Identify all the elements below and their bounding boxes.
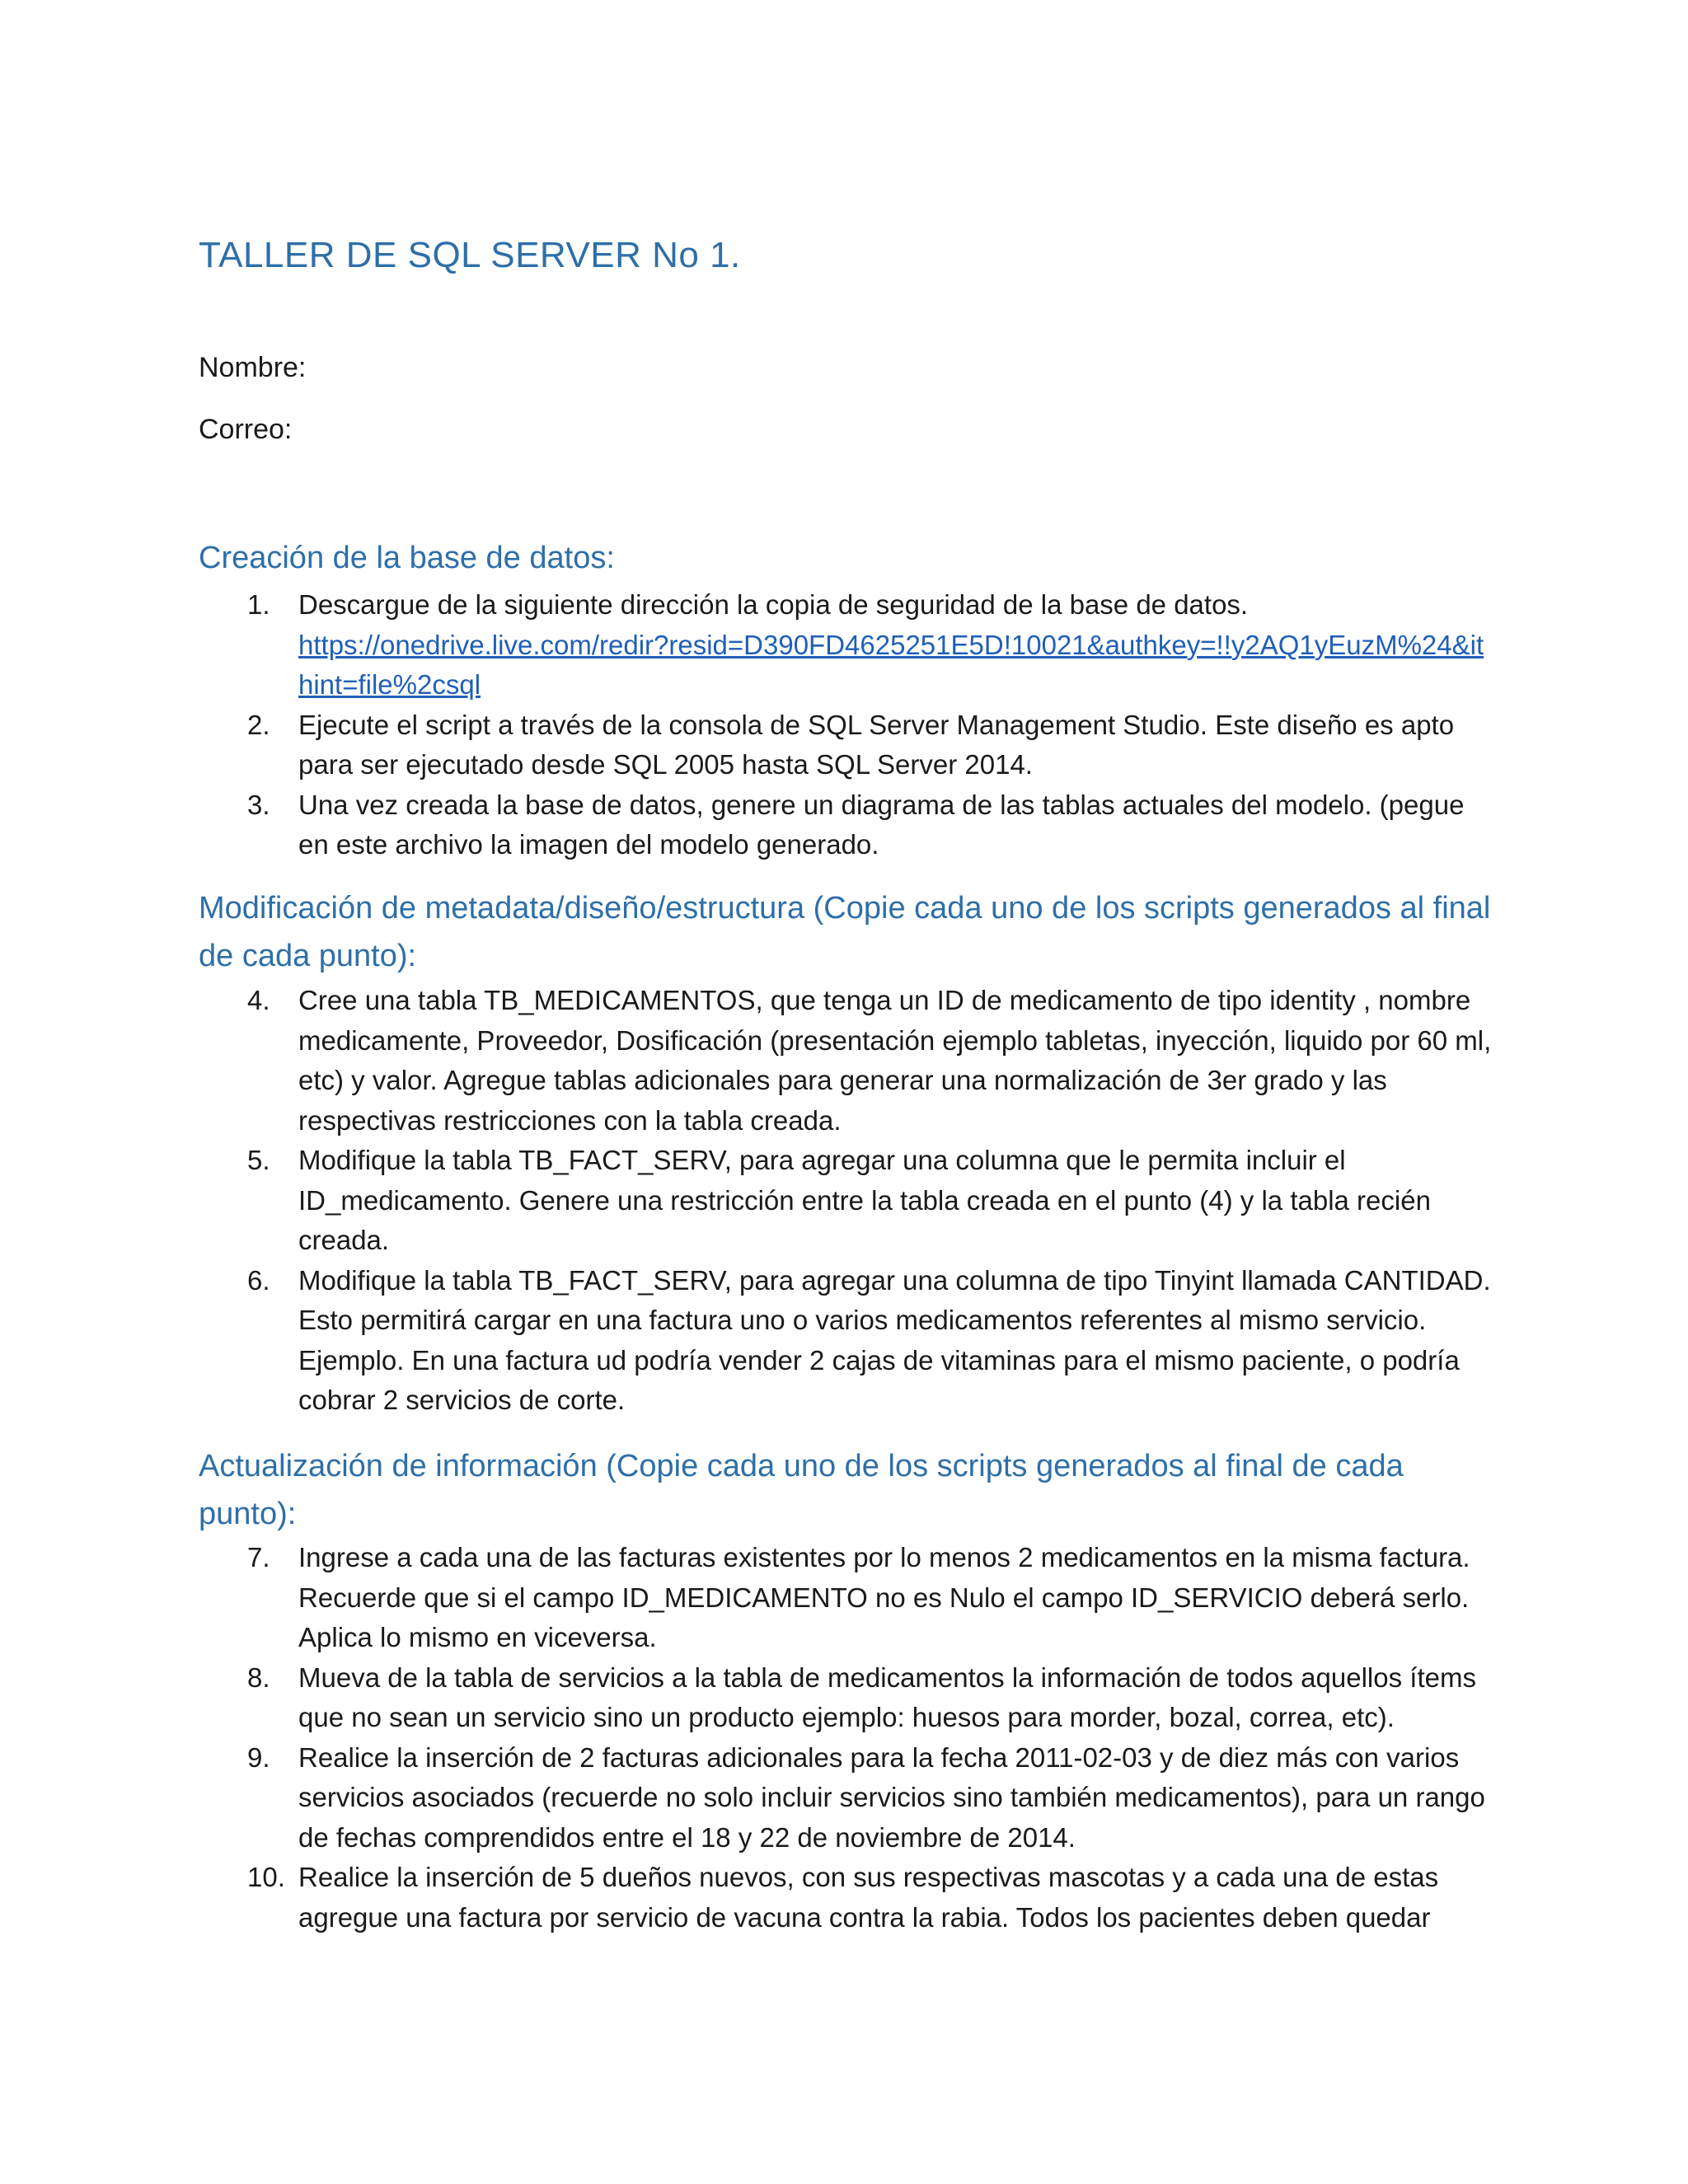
list-item — [0, 585, 1688, 705]
list-item-text: Una vez creada la base de datos, genere un diagrama de las tablas actuales del modelo. (pegue en este archivo la imagen del modelo generado. — [298, 789, 1465, 860]
numbered-list-information-update — [0, 1538, 1688, 1938]
download-link[interactable]: https://onedrive.live.com/redir?resid=D390FD4625251E5D!10021&authkey=!!y2AQ1yEuzM%24&ithint=file%2csql — [298, 629, 1484, 700]
list-item-text: Realice la inserción de 2 facturas adicionales para la fecha 2011-02-03 y de diez más con varios servicios asociados (recuerde no solo incluir servicios sino también medicamentos), para un rango de fechas comprendidos entre el 18 y 22 de noviembre de 2014. — [298, 1741, 1485, 1853]
section-heading-information-update: Actualización de información (Copie cada uno de los scripts generados al final de cada punto): — [199, 1449, 1404, 1531]
numbered-list-database-creation — [0, 585, 1688, 865]
list-item — [0, 981, 1688, 1141]
list-item — [0, 785, 1688, 865]
list-item-text: Mueva de la tabla de servicios a la tabla de medicamentos la información de todos aquellos ítems que no sean un servicio sino un producto ejemplo: huesos para morder, bozal, correa, etc). — [298, 1661, 1476, 1732]
list-item-text: Modifique la tabla TB_FACT_SERV, para agregar una columna de tipo Tinyint llamada CANTIDAD. Esto permitirá cargar en una factura uno o varios medicamentos referentes al mismo servicio. Ejemplo. En una factura ud podría vender 2 cajas de vitaminas para el mismo paciente, o podría cobrar 2 servicios de corte. — [298, 1264, 1491, 1415]
list-item — [0, 1658, 1688, 1738]
list-item-number: 9. — [247, 1741, 270, 1773]
list-item — [0, 1261, 1688, 1421]
list-item — [0, 1538, 1688, 1658]
list-item-text: Modifique la tabla TB_FACT_SERV, para agregar una columna que le permita incluir el ID_medicamento. Genere una restricción entre la tabla creada en el punto (4) y la tabla recién creada. — [298, 1145, 1431, 1255]
list-item-number: 10. — [247, 1862, 285, 1892]
list-item — [0, 1738, 1688, 1858]
list-item-text: Ejecute el script a través de la consola de SQL Server Management Studio. Este diseño es apto para ser ejecutado desde SQL 2005 hasta SQL Server 2014. — [298, 709, 1455, 780]
list-item-number: 2. — [247, 709, 270, 740]
list-item-number: 1. — [247, 589, 270, 620]
list-item-number: 6. — [247, 1264, 270, 1296]
list-item — [0, 1141, 1688, 1261]
section-heading-database-creation: Creación de la base de datos: — [199, 541, 615, 575]
list-item-text: Cree una tabla TB_MEDICAMENTOS, que tenga un ID de medicamento de tipo identity , nombre medicamente, Proveedor, Dosificación (presentación ejemplo tabletas, inyección, liquido por 60 ml, etc) y valor. Agregue tablas adicionales para generar una normalización de 3er grado y las respectivas restricciones con la tabla creada. — [298, 985, 1492, 1136]
name-label: Nombre: — [199, 352, 307, 383]
section-heading-metadata-modification: Modificación de metadata/diseño/estructura (Copie cada uno de los scripts generados al final de cada punto): — [199, 891, 1491, 973]
list-item-text: Realice la inserción de 5 dueños nuevos, con sus respectivas mascotas y a cada una de estas agregue una factura por servicio de vacuna contra la rabia. Todos los pacientes deben quedar — [298, 1862, 1439, 1933]
list-item-number: 3. — [247, 789, 270, 820]
list-item-number: 4. — [247, 985, 270, 1015]
list-item — [0, 705, 1688, 785]
list-item-number: 8. — [247, 1661, 270, 1693]
numbered-list-metadata-modification — [0, 981, 1688, 1421]
list-item-text: Ingrese a cada una de las facturas existentes por lo menos 2 medicamentos en la misma factura. Recuerde que si el campo ID_MEDICAMENTO no es Nulo el campo ID_SERVICIO deberá serlo. Aplica lo mismo en viceversa. — [298, 1542, 1470, 1652]
email-label: Correo: — [199, 414, 293, 445]
list-item-number: 5. — [247, 1145, 270, 1175]
document-title: TALLER DE SQL SERVER No 1. — [199, 235, 741, 275]
list-item-number: 7. — [247, 1542, 270, 1572]
list-item — [0, 1858, 1688, 1938]
list-item-text: Descargue de la siguiente dirección la copia de seguridad de la base de datos. — [298, 589, 1249, 620]
